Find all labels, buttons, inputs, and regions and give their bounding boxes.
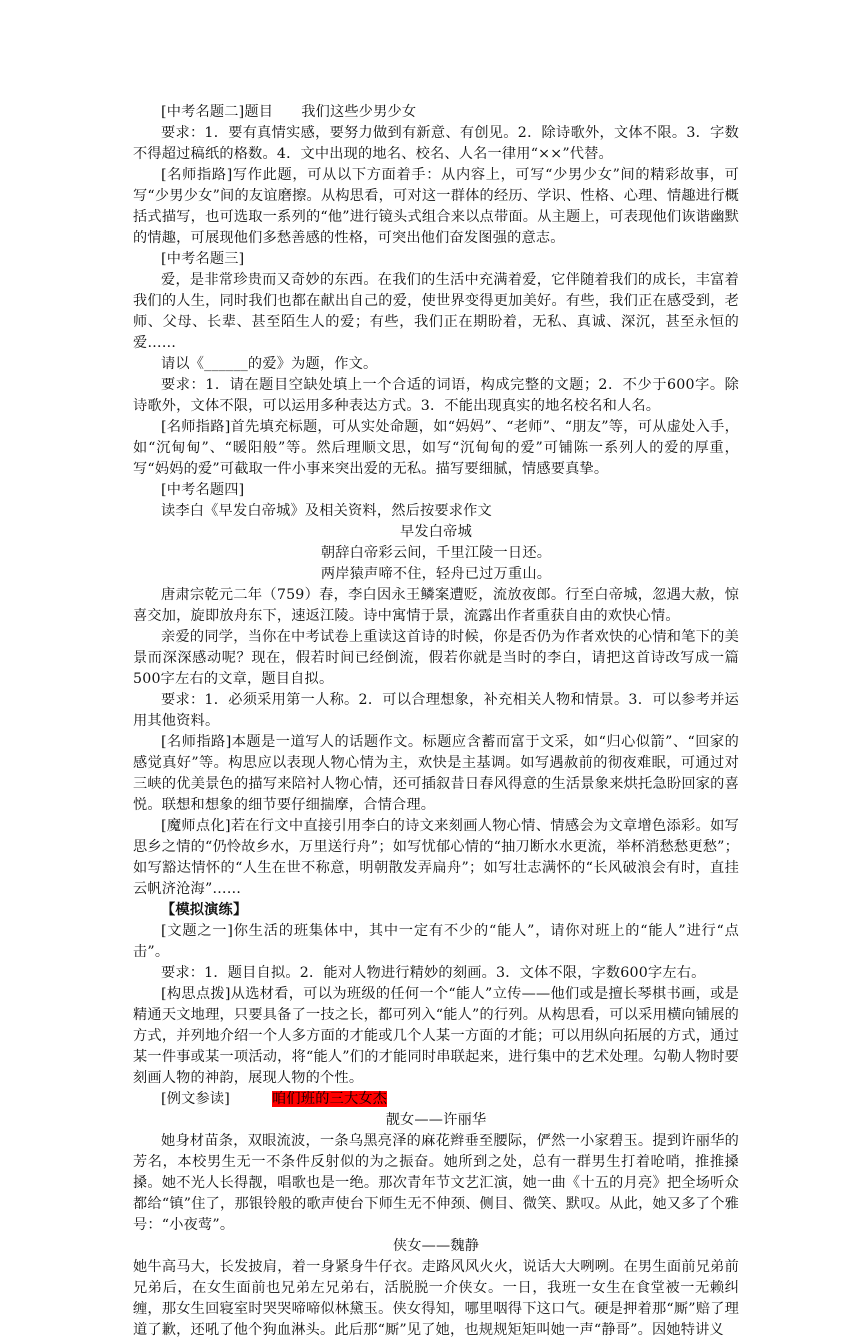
poem-line: 朝辞白帝彩云间，千里江陵一日还。 bbox=[320, 545, 552, 561]
essay-section-title: 靓女——许丽华 bbox=[385, 1112, 487, 1128]
section-label: [中考名题二]题目 bbox=[161, 104, 274, 120]
prompt-intro-paragraph: 爱，是非常珍贵而又奇妙的东西。在我们的生活中充满着爱，它伴随着我们的成长，丰富着我们的人生，同时我们也都在献出自己的爱，使世界变得更加美好。有些，我们正在感受到，老师、父母、长辈、甚至陌生人的爱；有些，我们正在期盼着，无私、真诚、深沉，甚至永恒的爱…… bbox=[133, 272, 739, 351]
essay-section-title: 侠女——魏静 bbox=[392, 1238, 480, 1254]
idea-tip-paragraph: [构思点拨]从选材看，可以为班级的任何一个“能人”立传——他们或是擅长琴棋书画，或是精通天文地理，只要具备了一技之长，都可列入“能人”的行列。从构思看，可以采用横向铺展的方式，并列地介绍一个人多方面的才能或几个人某一方面的才能；可以用纵向拓展的方式，通过某一件事或某一项活动，将“能人”们的才能同时串联起来，进行集中的艺术处理。勾勒人物时要刻画人物的神韵，展现人物的个性。 bbox=[133, 986, 739, 1086]
magic-tip-paragraph: [魔师点化]若在行文中直接引用李白的诗文来刻画人物心情、情感会为文章增色添彩。如写思乡之情的“仍怜故乡水，万里送行舟”；如写忧郁心情的“抽刀断水水更流，举杯消愁愁更愁”；如写豁达情怀的“人生在世不称意，明朝散发弄扁舟”；如写壮志满怀的“长风破浪会有时，直挂云帆济沧海”…… bbox=[133, 818, 739, 897]
reference-heading bbox=[133, 1089, 739, 1110]
essay-paragraph: 她身材苗条，双眼流波，一条乌黑亮泽的麻花辫垂至腰际，俨然一小家碧玉。提到许丽华的芳名，本校男生无一不条件反射似的为之振奋。她所到之处，总有一群男生打着呛哨，推推搡搡。她不光人长得靓，唱歌也是一绝。那次青年节文艺汇演，她一曲《十五的月亮》把全场听众都给“镇”住了，那银铃般的歌声使台下师生无不伸颈、侧目、微笑、默叹。从此，她又多了个雅号：“小夜莺”。 bbox=[133, 1133, 739, 1233]
poem-title: 早发白帝城 bbox=[400, 524, 472, 540]
background-paragraph: 唐肃宗乾元二年（759）春，李白因永王鳞案遭贬，流放夜郎。行至白帝城，忽遇大赦，惊喜交加，旋即放舟东下，速返江陵。诗中寓情于景，流露出作者重获自由的欢快心情。 bbox=[133, 587, 739, 624]
exam-question-4-heading: [中考名题四] bbox=[161, 482, 245, 498]
simulation-heading: 【模拟演练】 bbox=[161, 902, 248, 918]
prompt-instruction: 请以《______的爱》为题，作文。 bbox=[161, 356, 378, 372]
teacher-tip-paragraph: [名师指路]本题是一道写人的话题作文。标题应含蓄而富于文采，如“归心似箭”、“回家的感觉真好”等。构思应以表现人物心情为主，欢快是主基调。如写遇赦前的彻夜难眠，可通过对三峡的优美景色的描写来陪衬人物心情，还可插叙昔日春风得意的生活景象来烘托急盼回家的喜悦。联想和想象的细节要仔细揣摩，合情合理。 bbox=[133, 734, 739, 813]
requirements-paragraph: 要求：1．要有真情实感，要努力做到有新意、有创见。2．除诗歌外，文体不限。3．字数不得超过稿纸的格数。4．文中出现的地名、校名、人名一律用“××”代替。 bbox=[133, 125, 739, 162]
teacher-tip-paragraph: [名师指路]首先填充标题，可从实处命题，如“妈妈”、“老师”、“朋友”等，可从虚处入手，如“沉甸甸”、“暖阳般”等。然后理顺文思，如写“沉甸甸的爱”可铺陈一系列人的爱的厚重，写“妈妈的爱”可截取一件小事来突出爱的无私。描写要细腻，情感要真挚。 bbox=[133, 419, 739, 477]
reference-label: [例文参读] bbox=[161, 1091, 231, 1107]
task-paragraph: 亲爱的同学，当你在中考试卷上重读这首诗的时候，你是否仍为作者欢快的心情和笔下的美景而深深感动呢？现在，假若时间已经倒流，假若你就是当时的李白，请把这首诗改写成一篇500字左右的文章，题目自拟。 bbox=[133, 629, 739, 687]
essay-topic: 我们这些少男少女 bbox=[301, 104, 417, 120]
requirements-paragraph: 要求：1．必须采用第一人称。2．可以合理想象，补充相关人物和情景。3．可以参考并运用其他资料。 bbox=[133, 692, 739, 729]
exam-question-2-heading bbox=[133, 102, 739, 123]
requirements-paragraph: 要求：1．题目自拟。2．能对人物进行精妙的刻画。3．文体不限，字数600字左右。 bbox=[161, 965, 706, 981]
exam-question-3-heading: [中考名题三] bbox=[161, 251, 245, 267]
simulation-question: [文题之一]你生活的班集体中，其中一定有不少的“能人”，请你对班上的“能人”进行“点击”。 bbox=[133, 923, 739, 960]
essay-paragraph: 她牛高马大，长发披肩，着一身紧身牛仔衣。走路风风火火，说话大大咧咧。在男生面前兄弟前兄弟后，在女生面前也兄弟左兄弟右，活脱脱一介侠女。一日，我班一女生在食堂被一无赖纠缠，那女生回寝室时哭哭啼啼似林黛玉。侠女得知，哪里咽得下这口气。硬是押着那“厮”赔了理道了歉，还吼了他个狗血淋头。此后那“厮”见了她，也规规矩矩叫她一声“静哥”。因她特讲义 bbox=[133, 1259, 739, 1338]
prompt-intro-paragraph: 读李白《早发白帝城》及相关资料，然后按要求作文 bbox=[161, 503, 492, 519]
poem-line: 两岸猿声啼不住，轻舟已过万重山。 bbox=[320, 566, 552, 582]
teacher-tip-paragraph: [名师指路]写作此题，可从以下方面着手：从内容上，可写“少男少女”间的精彩故事，可写“少男少女”间的友谊磨擦。从构思看，可对这一群体的经历、学识、性格、心理、情趣进行概括式描写，也可选取一系列的“他”进行镜头式组合来以点带面。从主题上，可表现他们诙谐幽默的情趣，可展现他们多愁善感的性格，可突出他们奋发图强的意志。 bbox=[133, 167, 739, 246]
document-body bbox=[133, 102, 739, 1341]
reference-essay-title: 咱们班的三大女杰 bbox=[272, 1091, 388, 1107]
requirements-paragraph: 要求：1．请在题目空缺处填上一个合适的词语，构成完整的文题；2．不少于600字。除诗歌外，文体不限，可以运用多种表达方式。3．不能出现真实的地名校名和人名。 bbox=[133, 377, 739, 414]
